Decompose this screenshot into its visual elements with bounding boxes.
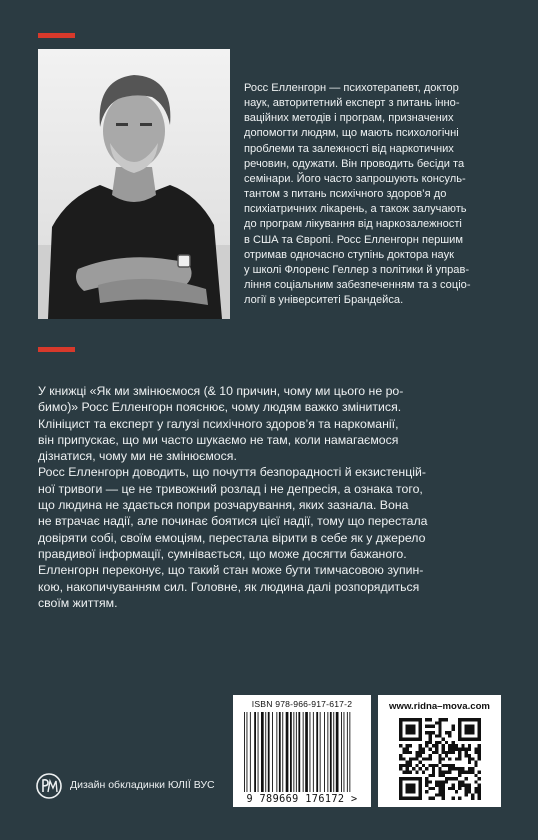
author-photo: [38, 49, 230, 319]
barcode-image: [242, 712, 362, 792]
top-accent-bar: [38, 33, 75, 38]
publisher-logo: [36, 773, 62, 799]
isbn-barcode-block: [233, 695, 371, 807]
website-qr-block: [378, 695, 501, 807]
author-bio: Росс Елленгорн — психотерапевт, доктор наук, авторитетний експерт з питань інно- ваційних методів і програм, призначених допомогти людям, що мають психологічні проблеми та залежності від наркотичних речовин, одужати. Він проводить бесіди та семінари. Його часто запрошують консуль- тантом з питань психічного здоров’я до психіатричних лікарень, а також залучають до програм лікування від наркозалежності в США та Європі. Росс Елленгорн першим отримав одночасно ступінь доктора наук у школі Флоренс Геллер з політики й управ- ління соціальним забезпеченням та з соціо- логії в університеті Брандейса.: [244, 82, 471, 307]
isbn-label: ISBN 978-966-917-617-2: [251, 699, 353, 709]
barcode-digits: 9 789669 176172 >: [246, 794, 358, 805]
section-accent-bar: [38, 347, 75, 352]
qr-code-image[interactable]: [399, 718, 481, 800]
book-description: У книжці «Як ми змінюємося (& 10 причин, чому ми цього не ро- бимо)» Росс Елленгорн пояснює, чому людям важко змінитися. Клініцист та експерт у галузі психічного здоров’я та наркоманії, він припускає, що ми часто шукаємо не там, коли намагаємося дізнатися, чому ми не змінюємося. Росс Елленгорн доводить, що почуття безпорадності й екзистенцій- ної тривоги — це не тривожний розлад і не депресія, а ознака того, що людина не здається попри розчарування, яких зазнала. Вона не втрачає надії, але починає боятися цієї надії, тому що перестала довіряти собі, своїм емоціям, перестала вірити в себе як у джерело правдивої інформації, сумнівається, що може досягти бажаного. Елленгорн переконує, що такий стан може бути тимчасовою зупин- кою, накопичуванням сил. Головне, як людина далі розпорядиться своїм життям.: [38, 384, 428, 610]
cover-design-credit: Дизайн обкладинки ЮЛІЇ ВУС: [70, 779, 215, 791]
website-url[interactable]: www.ridna–mova.com: [389, 701, 490, 712]
